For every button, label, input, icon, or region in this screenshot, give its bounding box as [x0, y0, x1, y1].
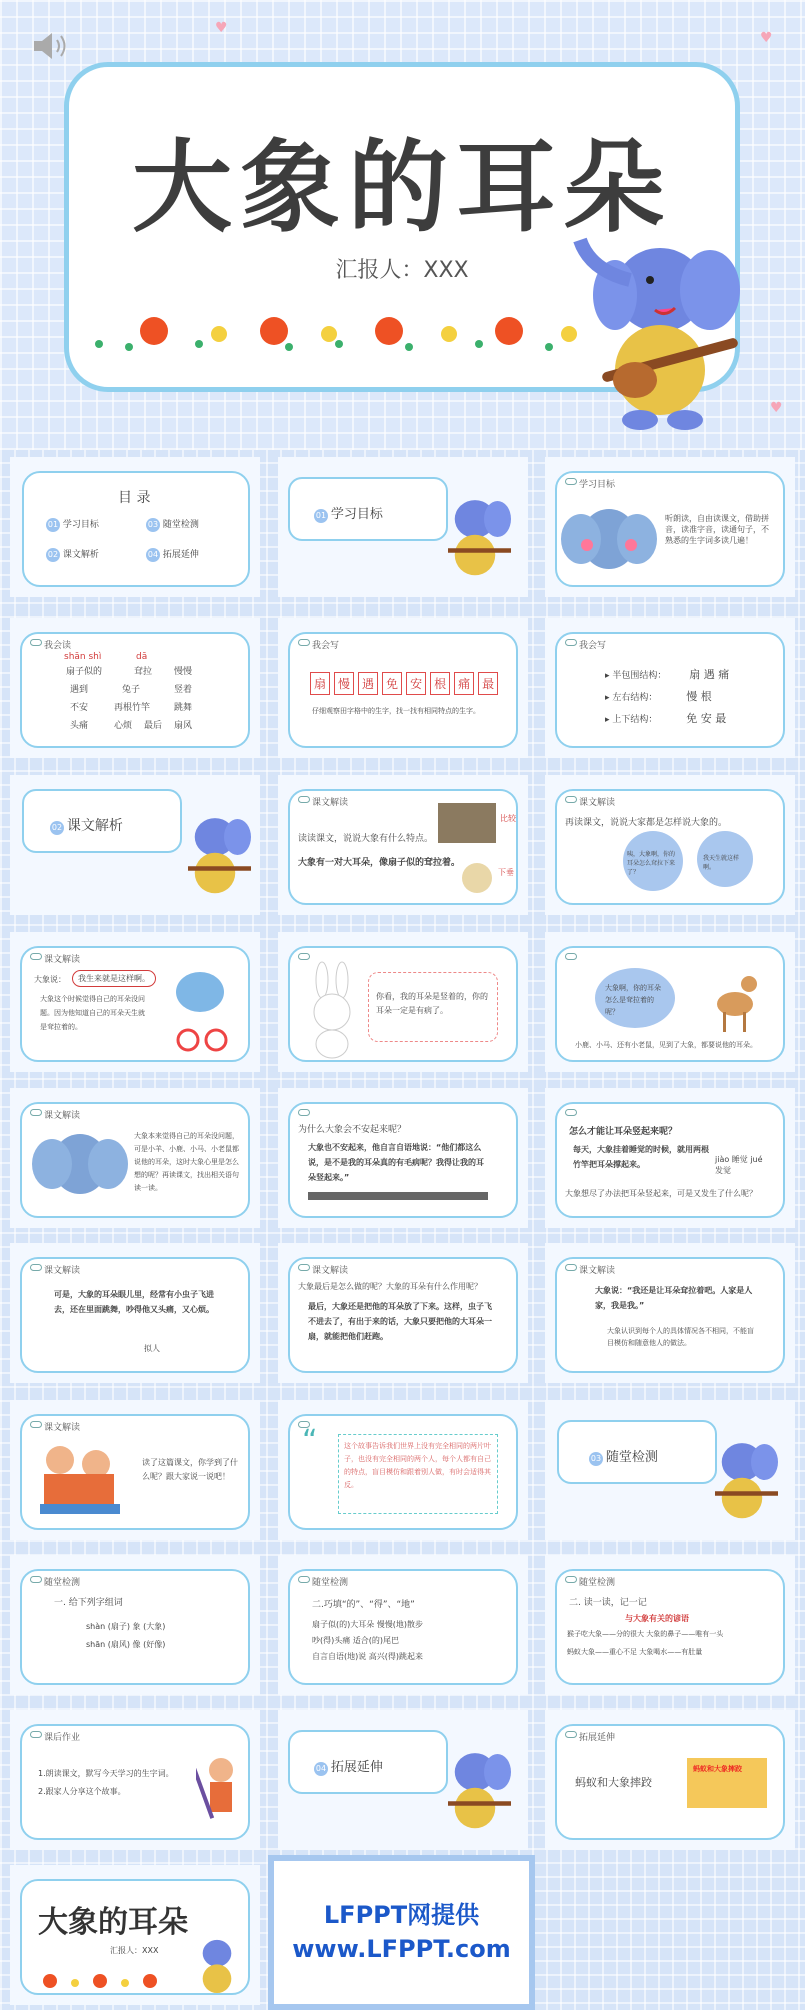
speech-bubble: 我生来就是这样啊。 — [72, 970, 156, 987]
struct-row: ▸ 左右结构： 慢 根 — [605, 690, 712, 703]
struct-row: ▸ 上下结构： 免 安 最 — [605, 712, 727, 725]
answer: 蚂蚁大象——重心不足 大象喝水——有肚量 — [567, 1648, 703, 1656]
struct-row: ▸ 半包围结构： 扇 遇 痛 — [605, 668, 730, 681]
speaker-label: 大象说： — [34, 975, 66, 984]
question: 怎么才能让耳朵竖起来呢？ — [569, 1127, 678, 1137]
boy-pencil-illustration — [196, 1750, 246, 1830]
toc-item-1[interactable]: 学习目标 — [62, 520, 99, 530]
slide-lesson-3 — [10, 932, 260, 1072]
slide-write — [278, 618, 528, 758]
slide-section-1: 01 学习目标 — [278, 457, 528, 597]
quote-text: 这个故事告诉我们世界上没有完全相同的两片叶子，也没有完全相同的两个人，每个人都有自己的特点，盲目模仿和跟着别人做，有时会适得其反。 — [344, 1442, 491, 1489]
slide-label: 课文解读 — [579, 1266, 616, 1276]
body-text: 大象这个时候觉得自己的耳朵没问题。因为他知道自己的耳朵天生就是耷拉着的。 — [40, 995, 145, 1031]
slide-section-2: 02 课文解析 — [10, 775, 260, 915]
slide-section-4: 04 拓展延伸 — [278, 1710, 528, 1850]
bubble-text: 大象啊，你的耳朵怎么是耷拉着的呢？ — [605, 984, 661, 1016]
slide-label: 随堂检测 — [312, 1578, 349, 1588]
slide-extension — [545, 1710, 795, 1850]
read-word: 最后 — [144, 721, 163, 731]
slide-lesson-6 — [10, 1088, 260, 1228]
body-text: 小鹿、小马、还有小老鼠，见到了大象，都要说他的耳朵。 — [575, 1041, 757, 1049]
question: 再读课文，说说大家都是怎样说大象的。 — [565, 818, 728, 828]
read-word: 遇到 — [70, 685, 89, 695]
cover-presenter: 汇报人：XXX — [335, 258, 469, 283]
heart-icon: ♥ — [770, 400, 783, 416]
slide-label: 课文解读 — [44, 1111, 81, 1121]
elephant-guitar-illustration — [697, 1430, 787, 1530]
slide-label: 拓展延伸 — [579, 1733, 616, 1743]
slide-label: 课文解读 — [44, 955, 81, 965]
slide-label: 课文解读 — [579, 798, 616, 808]
flower-row — [30, 1969, 180, 1993]
body-text: 大象认识到每个人的具体情况各不相同，不能盲目模仿和随意他人的做法。 — [607, 1327, 754, 1347]
body-text: 大象本来觉得自己的耳朵没问题，可是小羊、小鹿、小马、小老鼠都说他的耳朵，这时大象心里是怎么想的呢？再读课文，找出相关语句读一读。 — [134, 1132, 239, 1192]
extension-title: 蚂蚁和大象摔跤 — [575, 1776, 652, 1789]
slide-end — [10, 1865, 260, 2005]
elephant-guitar-illustration — [170, 805, 260, 905]
write-char-row: 扇 慢 遇 免 安 根 痛 最 — [308, 672, 500, 695]
end-title: 大象的耳朵 — [38, 1905, 188, 1940]
read-word: 扇子似的 — [66, 667, 103, 677]
answer: 大象有一对大耳朵，像扇子似的耷拉着。 — [298, 858, 461, 868]
question: 大象最后是怎么做的呢？大象的耳朵有什么作用呢？ — [298, 1282, 482, 1291]
slide-lesson-4 — [278, 932, 528, 1072]
slide-lesson-12 — [10, 1400, 260, 1540]
heart-icon: ♥ — [215, 20, 228, 36]
answer: 吵(得)头痛 适合(的)尾巴 — [312, 1636, 400, 1645]
slide-toc: 目 录 01 学习目标 02 课文解析 03 随堂检测 04 拓展延伸 — [10, 457, 260, 597]
quote-text: 大象说：“我还是让耳朵耷拉着吧。人家是人家，我是我。” — [595, 1286, 753, 1310]
bubble-text: 咦，大象啊，你的耳朵怎么耷拉下来了？ — [627, 851, 676, 876]
answer: 最后，大象还是把他的耳朵放了下来。这样，虫子飞不进去了，有出于来的话，大象只要把他的大耳朵一扇，就能把他们赶跑。 — [308, 1302, 492, 1341]
question: 读读课文，说说大象有什么特点。 — [298, 834, 434, 844]
read-word: 不安 — [70, 703, 89, 713]
slide-goal — [545, 457, 795, 597]
speech-text: 你看，我的耳朵是竖着的，你的耳朵一定是有病了。 — [376, 992, 488, 1015]
answer: shān (扇风) 像 (好像) — [86, 1640, 166, 1649]
question: 一. 给下列字组词 — [54, 1598, 123, 1608]
slide-lesson-9 — [10, 1243, 260, 1383]
book-cover-image — [685, 1756, 769, 1810]
elephant-guitar-illustration — [430, 1740, 520, 1840]
slide-label: 随堂检测 — [579, 1578, 616, 1588]
elephant-guitar-illustration — [560, 220, 760, 440]
read-word: 慢慢 — [174, 667, 193, 677]
question: 为什么大象会不安起来呢？ — [298, 1125, 407, 1135]
cover-title: 大象的耳朵 — [132, 129, 672, 246]
slide-label: 学习目标 — [579, 480, 616, 490]
section-1-title: 学习目标 — [330, 507, 383, 522]
question: 二.巧填“的”、“得”、“地” — [312, 1600, 415, 1610]
slide-label: 我会写 — [312, 641, 340, 651]
toc-item-2[interactable]: 课文解析 — [62, 550, 99, 560]
answer: 大象也不安起来，他自言自语地说：“他们都这么说，是不是我的耳朵真的有毛病呢？我得让我的耳朵竖起来。” — [308, 1143, 484, 1182]
slide-structure — [545, 618, 795, 758]
rabbit-illustration — [302, 960, 362, 1060]
slide-quote — [278, 1400, 528, 1540]
slide-lesson-8 — [545, 1088, 795, 1228]
divider-bar — [308, 1192, 488, 1200]
section-4-title: 拓展延伸 — [330, 1760, 383, 1775]
leaf-image — [462, 863, 492, 893]
slide-homework — [10, 1710, 260, 1850]
read-word: 心烦 — [114, 721, 133, 731]
slide-label: 课文解读 — [312, 1266, 349, 1276]
pinyin: dā — [136, 652, 148, 662]
elephant-icon — [30, 1124, 130, 1204]
slide-label: 课文解读 — [44, 1423, 81, 1433]
answer: 扇子似(的)大耳朵 慢慢(地)散步 — [312, 1620, 424, 1629]
tag: 下垂 — [498, 868, 514, 877]
question: 二. 读一读，记一记 — [569, 1598, 647, 1608]
write-hint: 仔细观察田字格中的生字，找一找有相同特点的生字。 — [312, 707, 480, 715]
toc-title: 目 录 — [118, 490, 151, 506]
footer-link[interactable]: www.LFPPT.com — [292, 1935, 511, 1963]
slide-label: 随堂检测 — [44, 1578, 81, 1588]
toc-item-4[interactable]: 拓展延伸 — [162, 550, 199, 560]
goal-text: 听朗读，自由读课文，借助拼音，读准字音，读通句子，不熟悉的生字词多读几遍！ — [665, 514, 769, 545]
slide-test-1 — [10, 1555, 260, 1695]
bubble-text: 我天生就这样啊。 — [703, 855, 740, 871]
elephant-guitar-illustration — [430, 487, 520, 587]
tag: 比较 — [500, 814, 516, 823]
end-presenter: 汇报人：XXX — [110, 1946, 159, 1955]
cover-slide — [0, 0, 805, 450]
footer-line-1: LFPPT网提供 — [323, 1901, 480, 1929]
answer: shàn (扇子) 象 (大象) — [86, 1622, 166, 1631]
book-cover-title: 蚂蚁和大象摔跤 — [693, 1765, 742, 1773]
slide-label: 课文解读 — [44, 1266, 81, 1276]
read-word: 头痛 — [70, 721, 89, 731]
flower-row — [89, 309, 609, 359]
homework-item: 2.跟家人分享这个故事。 — [38, 1787, 126, 1796]
section-2-title: 课文解析 — [66, 818, 123, 834]
slide-lesson-5 — [545, 932, 795, 1072]
deer-illustration — [705, 954, 765, 1034]
read-word: 扇风 — [174, 721, 193, 731]
answer: 自言自语(地)说 高兴(得)跳起来 — [312, 1652, 424, 1661]
slide-read — [10, 618, 260, 758]
slide-lesson-7 — [278, 1088, 528, 1228]
quote-icon: “ — [302, 1424, 318, 1459]
body-text: 可是，大象的耳朵眼儿里，经常有小虫子飞进去，还在里面跳舞，吵得他又头痛，又心烦。 — [54, 1290, 214, 1314]
slide-label: 课文解读 — [312, 798, 349, 808]
slide-label: 我会写 — [579, 641, 607, 651]
kids-reading-illustration — [30, 1430, 130, 1520]
subtitle: 与大象有关的谚语 — [625, 1614, 689, 1623]
section-3-title: 随堂检测 — [605, 1450, 658, 1465]
slide-test-3 — [545, 1555, 795, 1695]
slide-label: 课后作业 — [44, 1733, 81, 1743]
elephant-bike-illustration — [160, 962, 240, 1052]
read-word: 耷拉 — [134, 667, 153, 677]
elephant-photo — [438, 803, 496, 843]
homework-item: 1.朗读课文，默写今天学习的生字词。 — [38, 1769, 174, 1778]
slide-lesson-11 — [545, 1243, 795, 1383]
body-text: 读了这篇课文，你学到了什么呢？跟大家说一说吧！ — [142, 1458, 238, 1481]
slide-lesson-1 — [278, 775, 528, 915]
toc-item-3[interactable]: 随堂检测 — [162, 520, 199, 530]
note: 拟人 — [144, 1344, 160, 1353]
read-word: 兔子 — [122, 685, 141, 695]
slide-test-2 — [278, 1555, 528, 1695]
answer: 猴子吃大象——分的很大 大象的鼻子——唯有一头 — [567, 1630, 724, 1638]
elephant-icon — [559, 499, 659, 579]
pinyin: shān shì — [64, 652, 102, 662]
read-word: 竖着 — [174, 685, 193, 695]
read-word: 跳舞 — [174, 703, 193, 713]
answer: 每天，大象挂着睡觉的时候，就用两根竹竿把耳朵撑起来。 — [573, 1145, 709, 1169]
footer-credit — [268, 1855, 535, 2010]
elephant-guitar-illustration — [182, 1931, 252, 2001]
heart-icon: ♥ — [760, 30, 773, 46]
pinyin-note: jiào 睡觉 jué 发觉 — [715, 1155, 763, 1175]
slide-section-3: 03 随堂检测 — [545, 1400, 795, 1540]
slide-lesson-10 — [278, 1243, 528, 1383]
speaker-icon[interactable] — [32, 30, 72, 62]
body-text: 大象想尽了办法把耳朵竖起来，可是又发生了什么呢？ — [565, 1189, 757, 1198]
read-word: 再根竹竿 — [114, 703, 151, 713]
slide-lesson-2 — [545, 775, 795, 915]
slide-label: 我会读 — [44, 641, 72, 651]
